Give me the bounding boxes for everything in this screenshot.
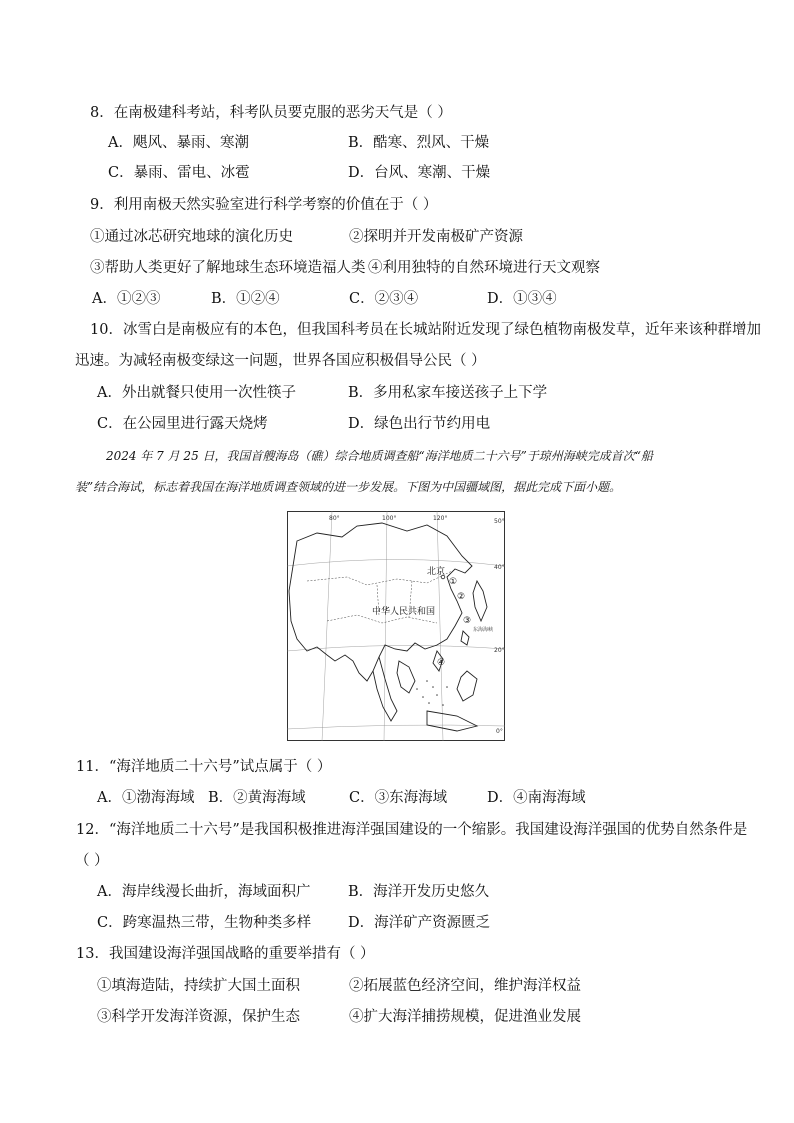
q8-stem: 8．在南极建科考站，科考队员要克服的恶劣天气是（ ） (90, 105, 452, 121)
q11-option-d: D．④南海海域 (487, 790, 586, 806)
lat-label-20: 20° (494, 647, 505, 654)
q10-option-d: D．绿色出行节约用电 (348, 416, 491, 432)
q11-option-c: C．③东海海域 (349, 790, 448, 806)
q10-stem-line1: 10．冰雪白是南极应有的本色，但我国科考员在长城站附近发现了绿色植物南极发草，近年来该种群增加 (90, 322, 761, 338)
q11-option-b: B．②黄海海域 (208, 790, 306, 806)
marker-2: ② (457, 592, 466, 602)
country-label: 中华人民共和国 (372, 607, 436, 617)
q13-statement-4: ④扩大海洋捕捞规模，促进渔业发展 (349, 1009, 581, 1025)
q12-option-c: C．跨寒温热三带，生物种类多样 (97, 915, 312, 931)
q9-statement-1: ①通过冰芯研究地球的演化历史 (90, 229, 293, 245)
lon-label-120: 120° (433, 515, 448, 522)
q12-stem-line2: （ ） (75, 853, 109, 869)
q9-option-d: D．①③④ (487, 291, 557, 307)
q13-stem: 13．我国建设海洋强国战略的重要举措有（ ） (76, 946, 375, 962)
marker-1: ① (449, 577, 458, 587)
q9-option-c: C．②③④ (349, 291, 419, 307)
q12-stem-line1: 12．“海洋地质二十六号”是我国积极推进海洋强国建设的一个缩影。我国建设海洋强国的优势自然条件是 (76, 822, 748, 838)
strait-label: 东海海峡 (473, 627, 494, 633)
lon-label-80: 80° (329, 515, 340, 522)
q9-option-a: A．①②③ (92, 291, 161, 307)
intro-line2: 装”结合海试，标志着我国在海洋地质调查领域的进一步发展。下图为中国疆域图，据此完成下面小题。 (75, 480, 622, 494)
lat-label-0: 0° (496, 728, 503, 735)
q12-option-b: B．海洋开发历史悠久 (348, 884, 490, 900)
q12-option-d: D．海洋矿产资源匮乏 (348, 915, 491, 931)
marker-3: ③ (463, 616, 472, 626)
q9-statement-2: ②探明并开发南极矿产资源 (349, 229, 523, 245)
q11-stem: 11．“海洋地质二十六号”试点属于（ ） (76, 759, 332, 775)
q13-statement-1: ①填海造陆，持续扩大国土面积 (97, 978, 300, 994)
q8-option-a: A．飓风、暴雨、寒潮 (108, 135, 249, 151)
q13-statement-3: ③科学开发海洋资源，保护生态 (97, 1009, 300, 1025)
q8-option-b: B．酷寒、烈风、干燥 (348, 135, 490, 151)
china-territory-map (287, 511, 505, 741)
q8-option-c: C．暴雨、雷电、冰雹 (108, 165, 250, 181)
q9-option-b: B．①②④ (211, 291, 280, 307)
q13-statement-2: ②拓展蓝色经济空间，维护海洋权益 (349, 978, 581, 994)
lat-label-40: 40° (494, 564, 505, 571)
q10-option-a: A．外出就餐只使用一次性筷子 (97, 385, 296, 401)
q11-option-a: A．①渤海海域 (97, 790, 195, 806)
lon-label-100: 100° (382, 515, 397, 522)
lat-label-50: 50° (494, 518, 505, 525)
q10-option-b: B．多用私家车接送孩子上下学 (348, 385, 548, 401)
city-label-beijing: 北京 (427, 567, 446, 577)
q8-option-d: D．台风、寒潮、干燥 (348, 165, 491, 181)
q9-statement-3: ③帮助人类更好了解地球生态环境造福人类 (90, 260, 366, 276)
marker-4: ④ (437, 658, 446, 668)
intro-line1: 2024 年 7 月 25 日，我国首艘海岛（礁）综合地质调查船“海洋地质二十六号”于琼州海峡完成首次“船 (106, 449, 653, 463)
q9-statement-4: ④利用独特的自然环境进行天文观察 (368, 260, 600, 276)
q9-stem: 9．利用南极天然实验室进行科学考察的价值在于（ ） (90, 197, 438, 213)
q10-stem-line2: 迅速。为减轻南极变绿这一问题，世界各国应积极倡导公民（ ） (75, 353, 486, 369)
q12-option-a: A．海岸线漫长曲折，海域面积广 (97, 884, 311, 900)
q10-option-c: C．在公园里进行露天烧烤 (97, 416, 268, 432)
